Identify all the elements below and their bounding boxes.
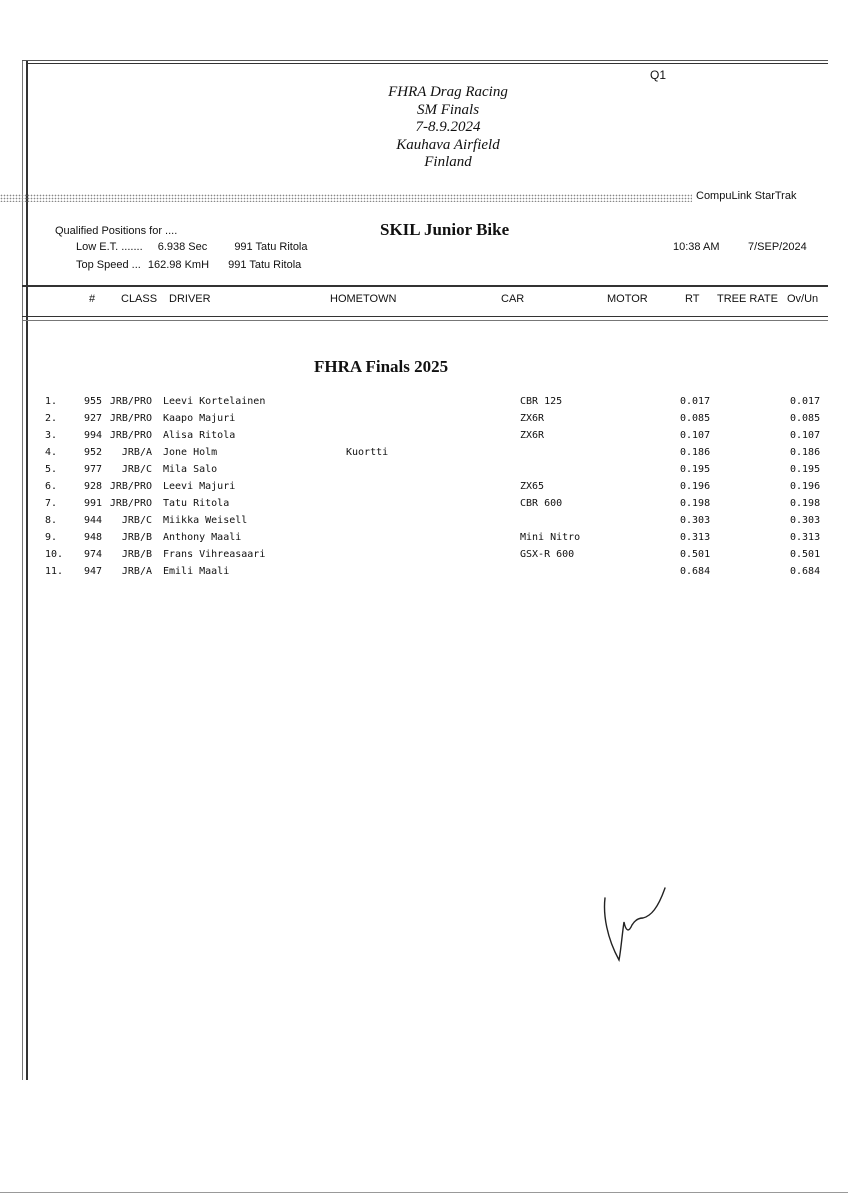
col-header-car: CAR xyxy=(501,293,525,305)
class-title: SKIL Junior Bike xyxy=(380,220,510,239)
row-car: GSX-R 600 xyxy=(520,549,575,560)
row-ovun: 0.186 xyxy=(790,447,821,458)
event-line-3: 7-8.9.2024 xyxy=(415,119,481,135)
col-header-motor: MOTOR xyxy=(607,293,648,305)
col-header-tree-rate: TREE RATE xyxy=(717,293,778,305)
row-car-number: 977 xyxy=(84,464,103,475)
row-car-number: 955 xyxy=(84,396,103,407)
row-class: JRB/PRO xyxy=(109,498,152,509)
low-et-driver: 991 Tatu Ritola xyxy=(234,241,308,253)
row-car-number: 927 xyxy=(84,413,103,424)
row-class: JRB/PRO xyxy=(109,396,152,407)
row-ovun: 0.085 xyxy=(790,413,821,424)
row-position: 1. xyxy=(45,396,58,407)
row-ovun: 0.501 xyxy=(790,549,821,560)
signature-icon xyxy=(595,880,675,965)
row-position: 7. xyxy=(45,498,58,509)
row-position: 2. xyxy=(45,413,58,424)
header-rule-bottom-2 xyxy=(22,320,828,321)
event-line-1: FHRA Drag Racing xyxy=(388,84,508,100)
col-header-num: # xyxy=(89,293,96,305)
page-bottom-line xyxy=(0,1192,848,1193)
row-driver: Leevi Majuri xyxy=(163,481,236,492)
qualified-title: Qualified Positions for .... xyxy=(55,225,178,237)
top-speed-value: 162.98 KmH xyxy=(147,259,210,271)
table-row xyxy=(0,532,848,549)
row-rt: 0.501 xyxy=(680,549,711,560)
row-ovun: 0.017 xyxy=(790,396,821,407)
col-header-ovun: Ov/Un xyxy=(787,293,819,305)
row-class: JRB/C xyxy=(121,464,152,475)
row-position: 3. xyxy=(45,430,58,441)
table-row xyxy=(0,464,848,481)
row-ovun: 0.107 xyxy=(790,430,821,441)
row-class: JRB/PRO xyxy=(109,430,152,441)
row-car: ZX65 xyxy=(520,481,545,492)
table-row xyxy=(0,549,848,566)
row-driver: Miikka Weisell xyxy=(163,515,248,526)
row-rt: 0.195 xyxy=(680,464,711,475)
row-car-number: 952 xyxy=(84,447,103,458)
row-car-number: 928 xyxy=(84,481,103,492)
row-driver: Frans Vihreasaari xyxy=(163,549,266,560)
row-driver: Emili Maali xyxy=(163,566,230,577)
row-rt: 0.198 xyxy=(680,498,711,509)
event-line-4: Kauhava Airfield xyxy=(396,136,500,153)
row-car: CBR 600 xyxy=(520,498,563,509)
dotted-separator xyxy=(0,194,692,202)
row-class: JRB/PRO xyxy=(109,481,152,492)
row-driver: Alisa Ritola xyxy=(163,430,236,441)
row-ovun: 0.195 xyxy=(790,464,821,475)
row-driver: Leevi Kortelainen xyxy=(163,396,266,407)
row-driver: Jone Holm xyxy=(163,447,218,458)
row-hometown: Kuortti xyxy=(346,447,389,458)
row-driver: Tatu Ritola xyxy=(163,498,230,509)
top-speed-driver: 991 Tatu Ritola xyxy=(228,259,302,271)
row-position: 6. xyxy=(45,481,58,492)
row-ovun: 0.303 xyxy=(790,515,821,526)
row-position: 4. xyxy=(45,447,58,458)
row-car-number: 944 xyxy=(84,515,103,526)
row-car-number: 974 xyxy=(84,549,103,560)
row-ovun: 0.196 xyxy=(790,481,821,492)
row-position: 8. xyxy=(45,515,58,526)
top-speed-label: Top Speed ... xyxy=(76,259,141,271)
section-title: FHRA Finals 2025 xyxy=(314,357,449,376)
low-et-value: 6.938 Sec xyxy=(157,241,208,253)
row-class: JRB/B xyxy=(121,532,152,543)
event-line-2: SM Finals xyxy=(416,101,480,118)
table-row xyxy=(0,515,848,532)
row-class: JRB/A xyxy=(121,566,152,577)
table-row xyxy=(0,481,848,498)
row-position: 5. xyxy=(45,464,58,475)
event-line-5: Finland xyxy=(424,154,472,170)
row-rt: 0.684 xyxy=(680,566,711,577)
low-et-line xyxy=(76,241,308,253)
row-class: JRB/B xyxy=(121,549,152,560)
row-ovun: 0.684 xyxy=(790,566,821,577)
row-driver: Kaapo Majuri xyxy=(163,413,236,424)
row-rt: 0.017 xyxy=(680,396,711,407)
row-car: ZX6R xyxy=(520,413,545,424)
row-rt: 0.196 xyxy=(680,481,711,492)
row-driver: Anthony Maali xyxy=(163,532,242,543)
row-position: 11. xyxy=(45,566,64,577)
row-rt: 0.107 xyxy=(680,430,711,441)
table-row xyxy=(0,413,848,430)
row-rt: 0.085 xyxy=(680,413,711,424)
row-position: 9. xyxy=(45,532,58,543)
row-car-number: 948 xyxy=(84,532,103,543)
row-rt: 0.303 xyxy=(680,515,711,526)
table-row xyxy=(0,430,848,447)
row-rt: 0.186 xyxy=(680,447,711,458)
row-ovun: 0.313 xyxy=(790,532,821,543)
frame-top-inner xyxy=(26,63,828,64)
top-speed-line xyxy=(76,259,301,271)
row-car: Mini Nitro xyxy=(520,532,581,543)
col-header-hometown: HOMETOWN xyxy=(330,293,397,305)
report-date: 7/SEP/2024 xyxy=(748,241,807,253)
row-car-number: 994 xyxy=(84,430,103,441)
frame-top-outer xyxy=(22,60,828,61)
col-header-class: CLASS xyxy=(121,293,158,305)
event-header xyxy=(0,84,848,172)
row-rt: 0.313 xyxy=(680,532,711,543)
low-et-label: Low E.T. ....... xyxy=(76,241,143,253)
timing-system-label: CompuLink StarTrak xyxy=(696,190,797,202)
row-car-number: 991 xyxy=(84,498,103,509)
row-ovun: 0.198 xyxy=(790,498,821,509)
header-rule-bottom xyxy=(22,316,828,317)
table-row xyxy=(0,566,848,583)
row-car: CBR 125 xyxy=(520,396,563,407)
table-row xyxy=(0,498,848,515)
header-rule-top xyxy=(22,285,828,287)
row-class: JRB/C xyxy=(121,515,152,526)
row-car: ZX6R xyxy=(520,430,545,441)
row-position: 10. xyxy=(45,549,64,560)
round-label: Q1 xyxy=(650,68,667,82)
table-row xyxy=(0,447,848,464)
row-car-number: 947 xyxy=(84,566,103,577)
col-header-driver: DRIVER xyxy=(169,293,211,305)
report-time: 10:38 AM xyxy=(673,241,720,253)
row-class: JRB/PRO xyxy=(109,413,152,424)
row-class: JRB/A xyxy=(121,447,152,458)
row-driver: Mila Salo xyxy=(163,464,218,475)
col-header-rt: RT xyxy=(685,293,700,305)
table-row xyxy=(0,396,848,413)
